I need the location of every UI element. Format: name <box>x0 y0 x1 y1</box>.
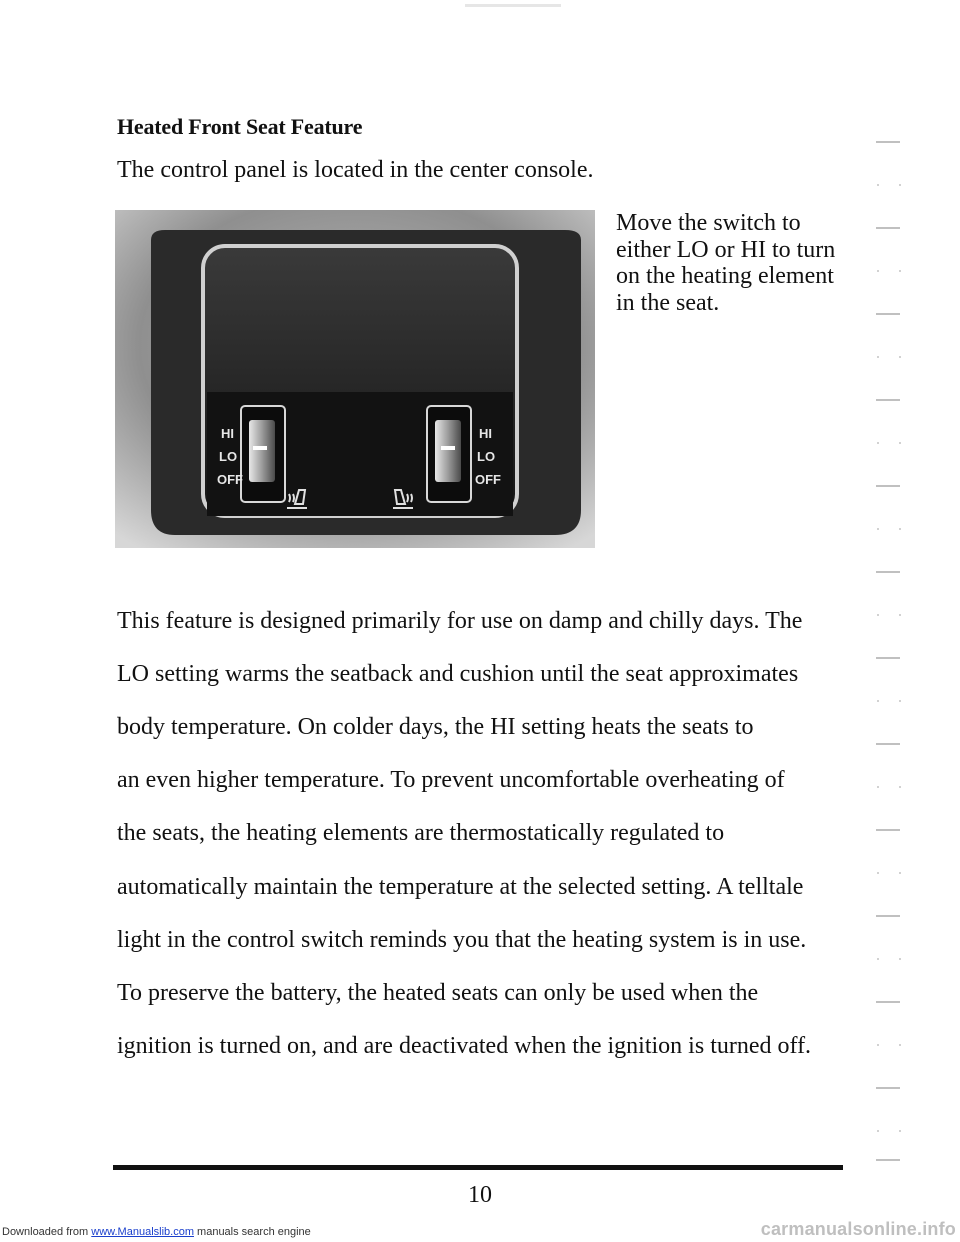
footer-suffix: manuals search engine <box>193 1226 311 1238</box>
footer-rule <box>113 1165 843 1170</box>
left-hi-label: HI <box>221 426 234 441</box>
body-line: the seats, the heating elements are thermostatically regulated to <box>117 820 725 847</box>
side-instruction: Move the switch to either LO or HI to turn on the heating element in the seat. <box>616 210 836 316</box>
manualslib-link[interactable]: www.Manualslib.com <box>91 1226 194 1238</box>
section-heading: Heated Front Seat Feature <box>117 114 363 139</box>
left-switch-rocker <box>249 420 275 482</box>
right-lo-label: LO <box>477 449 496 464</box>
body-line: To preserve the battery, the heated seats can only be used when the <box>117 979 759 1006</box>
margin-tick-marks <box>870 130 920 1180</box>
right-off-label: OFF <box>475 472 501 487</box>
telltale-light <box>441 446 455 450</box>
footer-prefix: Downloaded from <box>2 1226 92 1238</box>
body-line: This feature is designed primarily for use on damp and chilly days. The <box>117 607 803 634</box>
body-line: light in the control switch reminds you that the heating system is in use. <box>117 926 807 953</box>
tick-marks-graphic <box>870 130 920 1180</box>
body-line: LO setting warms the seatback and cushion until the seat approximates <box>117 660 799 687</box>
body-line: body temperature. On colder days, the HI setting heats the seats to <box>117 713 754 740</box>
control-panel-illustration <box>115 210 595 548</box>
page-number: 10 <box>468 1182 492 1208</box>
body-line: ignition is turned on, and are deactivated when the ignition is turned off. <box>117 1033 812 1060</box>
scan-mark <box>465 4 561 7</box>
body-line: an even higher temperature. To prevent uncomfortable overheating of <box>117 767 785 794</box>
body-line: automatically maintain the temperature at the selected setting. A telltale <box>117 873 804 900</box>
telltale-light <box>253 446 267 450</box>
download-footer <box>2 1226 311 1238</box>
right-hi-label: HI <box>479 426 492 441</box>
site-watermark: carmanualsonline.info <box>760 1219 956 1239</box>
body-paragraph <box>117 581 857 1086</box>
intro-paragraph: The control panel is located in the center console. <box>117 157 594 183</box>
left-off-label: OFF <box>217 472 243 487</box>
right-switch-rocker <box>435 420 461 482</box>
left-lo-label: LO <box>219 449 238 464</box>
control-panel-photo <box>115 210 595 548</box>
